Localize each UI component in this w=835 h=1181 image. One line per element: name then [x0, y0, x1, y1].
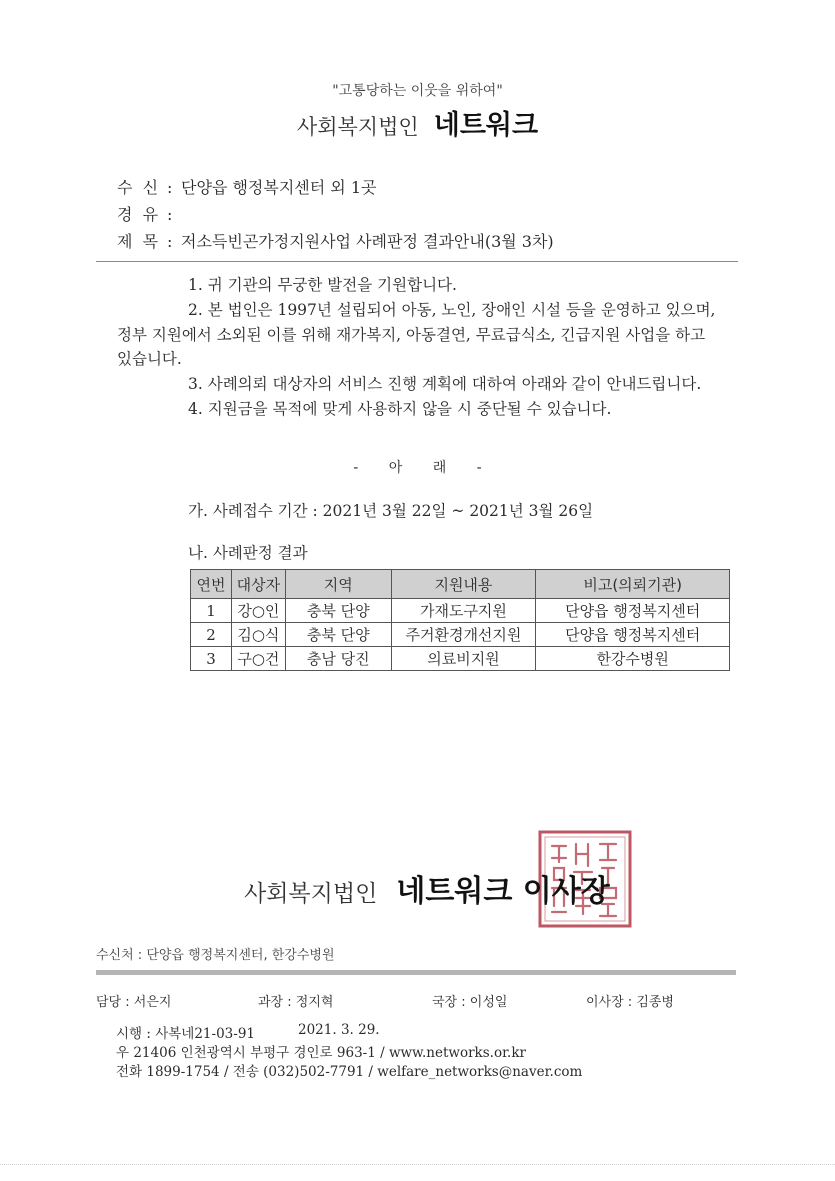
contact-line: 전화 1899-1754 / 전송 (032)502-7791 / welfare_networks@naver.com: [116, 1064, 583, 1080]
document-number: 시행 : 사복네21-03-91: [116, 1026, 255, 1042]
cell-region: 충남 당진: [285, 647, 391, 671]
result-title: 나. 사례판정 결과: [188, 544, 308, 562]
via-row: 경 유 :: [117, 202, 181, 225]
header-target: 대상자: [231, 570, 285, 599]
notice-title: - 아 래 -: [353, 460, 482, 476]
recipient-row: 수 신 : 단양읍 행정복지센터 외 1곳: [117, 175, 376, 198]
reception-period: 가. 사례접수 기간 : 2021년 3월 22일 ~ 2021년 3월 26일: [188, 502, 594, 520]
header-support: 지원내용: [391, 570, 536, 599]
paragraph-1: 1. 귀 기관의 무궁한 발전을 기원합니다.: [188, 276, 457, 294]
cell-support: 주거환경개선지원: [391, 623, 536, 647]
recipient-value: 단양읍 행정복지센터 외 1곳: [181, 178, 377, 197]
cell-no: 2: [191, 623, 232, 647]
cell-target: 김○식: [231, 623, 285, 647]
header-divider: [96, 261, 738, 262]
header-region: 지역: [285, 570, 391, 599]
subject-row: 제 목 : 저소득빈곤가정지원사업 사례판정 결과안내(3월 3차): [117, 229, 554, 252]
header-no: 연번: [191, 570, 232, 599]
subject-value: 저소득빈곤가정지원사업 사례판정 결과안내(3월 3차): [181, 232, 554, 251]
header-note: 비고(의뢰기관): [536, 570, 730, 599]
cell-support: 가재도구지원: [391, 599, 536, 623]
org-type: 사회복지법인: [296, 115, 419, 139]
org-name: 네트워크: [433, 110, 539, 141]
document-header: [0, 103, 835, 142]
cell-no: 1: [191, 599, 232, 623]
cell-target: 구○건: [231, 647, 285, 671]
staff-section-chief: 과장 : 정지혁: [258, 995, 334, 1010]
cell-no: 3: [191, 647, 232, 671]
cell-note: 한강수병원: [536, 647, 730, 671]
staff-chairman: 이사장 : 김종병: [586, 995, 674, 1010]
paragraph-3: 3. 사례의뢰 대상자의 서비스 진행 계획에 대하여 아래와 같이 안내드립니다.: [188, 375, 702, 393]
staff-manager: 담당 : 서은지: [96, 995, 172, 1010]
cell-region: 충북 단양: [285, 623, 391, 647]
paragraph-2-line-1: 2. 본 법인은 1997년 설립되어 아동, 노인, 장애인 시설 등을 운영하고 있으며,: [188, 301, 716, 319]
page-bottom-edge: [0, 1164, 835, 1165]
footer-divider: [96, 970, 736, 975]
via-label: 경 유: [117, 205, 159, 224]
staff-director: 국장 : 이성일: [432, 995, 508, 1010]
results-table: [190, 569, 730, 671]
cell-note: 단양읍 행정복지센터: [536, 623, 730, 647]
document-date: 2021. 3. 29.: [298, 1022, 380, 1038]
cell-target: 강○인: [231, 599, 285, 623]
table-row: [191, 647, 730, 671]
slogan: "고통당하는 이웃을 위하여": [332, 83, 503, 99]
paragraph-2-line-2: 정부 지원에서 소외된 이를 위해 재가복지, 아동결연, 무료급식소, 긴급지원 사업을 하고: [117, 326, 706, 344]
table-row: [191, 623, 730, 647]
signature-line: [244, 866, 610, 910]
footer-org-type: 사회복지법인: [244, 881, 378, 907]
cell-region: 충북 단양: [285, 599, 391, 623]
footer-org-name: 네트워크 이사장: [396, 874, 610, 909]
cell-note: 단양읍 행정복지센터: [536, 599, 730, 623]
recipient-label: 수 신: [117, 178, 159, 197]
cell-support: 의료비지원: [391, 647, 536, 671]
cc-list: 수신처 : 단양읍 행정복지센터, 한강수병원: [96, 948, 335, 963]
paragraph-2-line-3: 있습니다.: [117, 350, 182, 368]
paragraph-4: 4. 지원금을 목적에 맞게 사용하지 않을 시 중단될 수 있습니다.: [188, 400, 612, 418]
table-header-row: [191, 570, 730, 599]
table-row: [191, 599, 730, 623]
subject-label: 제 목: [117, 232, 159, 251]
address-line: 우 21406 인천광역시 부평구 경인로 963-1 / www.networks.or.kr: [116, 1045, 526, 1061]
